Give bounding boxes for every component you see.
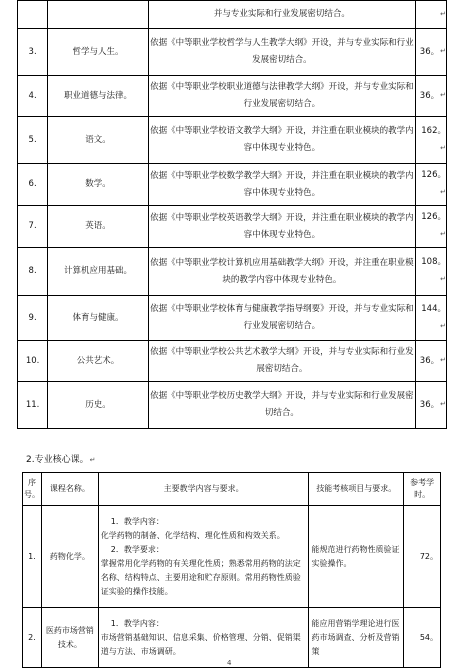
row-number: [18, 1, 48, 29]
header-row: [23, 473, 441, 506]
header-skill: 技能考核项目与要求。: [309, 473, 404, 506]
course-hours: 144。↵: [415, 296, 446, 341]
table-row: [18, 117, 447, 164]
row-number: 3.: [18, 29, 48, 76]
return-mark-icon: ↵: [440, 91, 446, 99]
course-name: 哲学与人生。: [48, 29, 149, 76]
course-description: 依据《中等职业学校哲学与人生教学大纲》开设，并与专业实际和行业发展密切结合。: [148, 29, 415, 76]
row-no: 2.: [23, 608, 42, 668]
course-name: 公共艺术。: [48, 341, 149, 382]
course-description: 依据《中等职业学校计算机应用基础教学大纲》开设，并注重在职业模块的教学内容中体现专业特色。: [148, 248, 415, 296]
course-description: 依据《中等职业学校数学教学大纲》开设，并注重在职业模块的教学内容中体现专业特色。: [148, 164, 415, 206]
course-description: 依据《中等职业学校体育与健康教学指导纲要》开设，并与专业实际和行业发展密切结合。: [148, 296, 415, 341]
course-name: 体育与健康。: [48, 296, 149, 341]
row-number: 9.: [18, 296, 48, 341]
row-no: 1.: [23, 506, 42, 608]
course-name: 数学。: [48, 164, 149, 206]
table-row: [18, 382, 447, 429]
row-number: 7.: [18, 206, 48, 248]
row-number: 11.: [18, 382, 48, 429]
course-hours: 36。↵: [415, 341, 446, 382]
header-name: 课程名称。: [41, 473, 98, 506]
return-mark-icon: ↵: [440, 188, 446, 196]
table-row: [18, 248, 447, 296]
page-number: 4: [227, 659, 232, 667]
course-name: 历史。: [48, 382, 149, 429]
header-content: 主要教学内容与要求。: [98, 473, 309, 506]
table-row: [23, 506, 441, 608]
course-description: 依据《中等职业学校英语教学大纲》开设，并注重在职业模块的教学内容中体现专业特色。: [148, 206, 415, 248]
course-name: 计算机应用基础。: [48, 248, 149, 296]
course-description: 依据《中等职业学校公共艺术教学大纲》开设，并与专业实际和行业发展密切结合。: [148, 341, 415, 382]
row-number: 8.: [18, 248, 48, 296]
row-number: 6.: [18, 164, 48, 206]
return-mark-icon: ↵: [440, 400, 446, 408]
header-hours: 参考学时。: [404, 473, 441, 506]
course-description: 并与专业实际和行业发展密切结合。: [148, 1, 415, 29]
table-row: [18, 341, 447, 382]
course-hours: 162。↵: [415, 117, 446, 164]
row-number: 5.: [18, 117, 48, 164]
row-number: 4.: [18, 76, 48, 117]
return-mark-icon: ↵: [440, 143, 446, 152]
return-mark-icon: ↵: [440, 230, 446, 238]
header-no: 序号。: [23, 473, 42, 506]
table-row: [18, 296, 447, 341]
row-name: 医药市场营销技术。: [41, 608, 98, 668]
row-skill: 能应用营销学理论进行医药市场调查、分析及营销策: [309, 608, 404, 668]
table-row: [18, 1, 447, 29]
return-mark-icon: ↵: [440, 321, 446, 330]
return-mark-icon: ↵: [440, 275, 446, 283]
core-course-table: [22, 472, 441, 668]
table-row: [18, 206, 447, 248]
return-mark-icon: ↵: [440, 9, 446, 18]
course-description: 依据《中等职业学校职业道德与法律教学大纲》开设，并与专业实际和行业发展密切结合。: [148, 76, 415, 117]
section-heading: 2.专业核心课。↵: [26, 455, 96, 465]
course-hours: 36。↵: [415, 382, 446, 429]
row-hours: 72。: [404, 506, 441, 608]
course-name: 职业道德与法律。: [48, 76, 149, 117]
table-row: [18, 164, 447, 206]
course-hours: 126。↵: [415, 164, 446, 206]
row-content: 1．教学内容： 市场营销基础知识、信息采集、价格管理、分销、促销渠道与方法、市场调研。: [98, 608, 309, 668]
course-name: [48, 1, 149, 29]
table-row: [23, 608, 441, 668]
course-description: 依据《中等职业学校历史教学大纲》开设，并与专业实际和行业发展密切结合。: [148, 382, 415, 429]
row-skill: 能规范进行药物性质验证实验操作。: [309, 506, 404, 608]
course-hours: [415, 1, 446, 29]
course-table: [17, 0, 447, 429]
table-row: [18, 76, 447, 117]
row-number: 10.: [18, 341, 48, 382]
course-hours: 36。↵: [415, 29, 446, 76]
course-description: 依据《中等职业学校语文教学大纲》开设，并注重在职业模块的教学内容中体现专业特色。: [148, 117, 415, 164]
course-hours: 108。↵: [415, 248, 446, 296]
row-hours: 54。: [404, 608, 441, 668]
course-hours: 36。↵: [415, 76, 446, 117]
return-mark-icon: ↵: [440, 47, 446, 55]
course-name: 语文。: [48, 117, 149, 164]
course-name: 英语。: [48, 206, 149, 248]
return-mark-icon: ↵: [440, 356, 446, 364]
row-name: 药物化学。: [41, 506, 98, 608]
row-content: 1．教学内容： 化学药物的制备、化学结构、理化性质和构效关系。 2．教学要求： 掌握常用化学药物的有关理化性质；熟悉常用药物的法定名称、结构特点、主要用途和贮存原则。常用药物性质验证实验的操作技能。: [98, 506, 309, 608]
table-row: [18, 29, 447, 76]
course-hours: 126。↵: [415, 206, 446, 248]
